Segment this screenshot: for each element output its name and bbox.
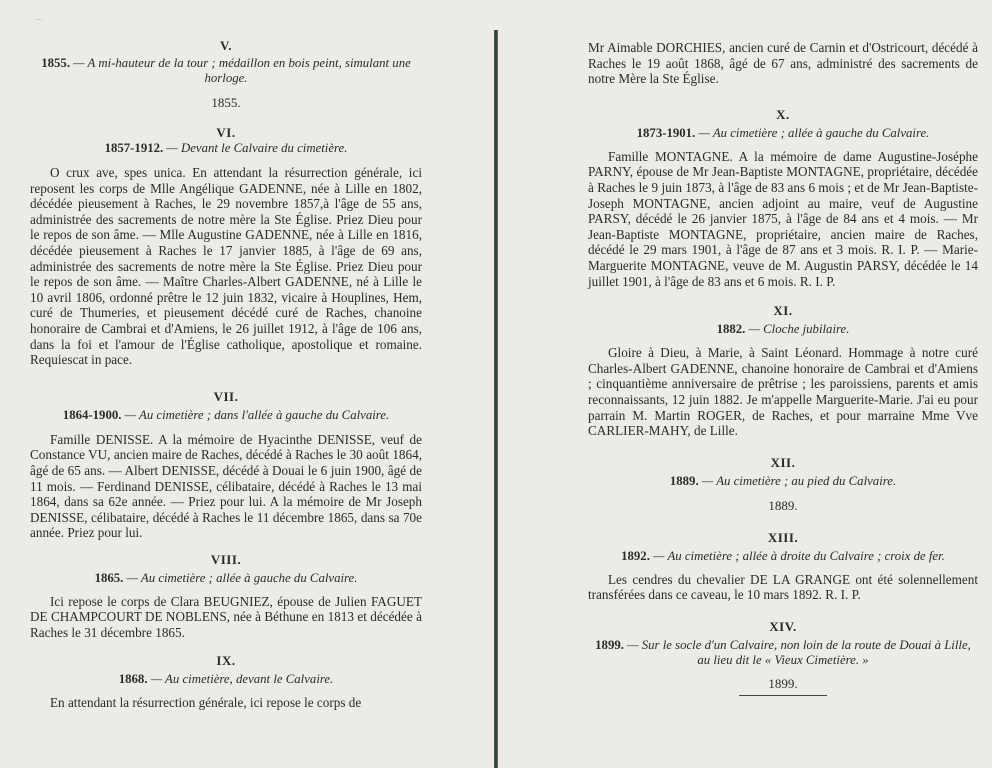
continued-text: Mr Aimable DORCHIES, ancien curé de Carnin et d'Ostricourt, décédé à Raches le 19 août 1868, âgé de 67 ans, administré des sacrements de notre Mère la Ste Église. xyxy=(588,40,978,87)
section-heading: 1899. — Sur le socle d'un Calvaire, non loin de la route de Douai à Lille, au lieu dit le « Vieux Cimetière. » xyxy=(595,637,971,667)
section-heading: 1864-1900. — Au cimetière ; dans l'allée à gauche du Calvaire. xyxy=(62,407,390,422)
section-body: Famille MONTAGNE. A la mémoire de dame Augustine-Joséphe PARNY, épouse de Mr Jean-Baptiste MONTAGNE, propriétaire, décédée à Raches le 9 juin 1873, à l'âge de 83 ans 6 mois ; et de Mr Jean-Baptiste-Joseph MONTAGNE, ancien adjoint au maire, veuf de Augustine PARSY, décédé le 26 janvier 1875, à l'âge de 84 ans et 4 mois. — Mr Jean-Baptiste MONTAGNE, propriétaire, ancien maire de Raches, décédé le 29 mars 1901, à l'âge de 87 ans et 3 mois. R. I. P. — Marie-Marguerite MONTAGNE, veuve de M. Augustin PARSY, décédée le 14 juillet 1901, à l'âge de 83 ans et 6 mois. R. I. P. xyxy=(588,148,978,289)
section-year: 1855. xyxy=(211,95,241,110)
section-body: En attendant la résurrection générale, ici repose le corps de xyxy=(50,694,362,710)
section-body: O crux ave, spes unica. En attendant la résurrection générale, ici reposent les corps de Mlle Angélique GADENNE, née à Lille en 1802, décédée pieusement à Raches, le 29 novembre 1857,à l'âge de 55 ans, administrée des sacrements de notre mère la Ste Église. Priez Dieu pour le repos de son âme. — Mlle Augustine GADENNE, née à Lille en 1816, décédée pieusement à Raches le 17 janvier 1885, à l'âge de 69 ans, administrée des sacrements de notre mère la Ste Église. Priez Dieu pour le repos de son âme. — Maître Charles-Albert GADENNE, né à Lille le 10 avril 1806, ordonné prêtre le 12 juin 1832, vicaire à Houplines, Hem, curé de Thumeries, et pieusement décédé curé de Raches, chanoine honoraire de Cambrai et d'Amiens, le 26 juillet 1912, à l'âge de 106 ans, dans la foi et l'amour de l'Église catholique, apostolique et romaine. Requiescat in pace. xyxy=(30,165,422,368)
section-heading: 1855. — A mi-hauteur de la tour ; médaillon en bois peint, simulant une horloge. xyxy=(41,56,411,85)
section-heading: 1882. — Cloche jubilaire. xyxy=(716,322,850,337)
book-gutter xyxy=(494,30,498,768)
section-body: Famille DENISSE. A la mémoire de Hyacinthe DENISSE, veuf de Constance VU, ancien maire de Raches, décédé à Raches le 30 août 1864, âgé de 65 ans. — Albert DENISSE, décédé à Douai le 6 juin 1900, âgé de 11 mois. — Ferdinand DENISSE, célibataire, décédé à Raches le 13 mai 1864, dans sa 62e année. — Priez pour lui. A la mémoire de Mr Joseph DENISSE, célibataire, décédé à Raches le 11 décembre 1865, dans sa 70e année. Priez pour lui. xyxy=(30,431,422,541)
section-number: XIV. xyxy=(769,618,797,634)
page-mark: ... xyxy=(36,12,43,22)
section-heading: 1857-1912. — Devant le Calvaire du cimetière. xyxy=(104,141,348,155)
section-year: 1889. xyxy=(768,497,798,513)
closing-rule xyxy=(739,695,827,696)
section-year: 1899. xyxy=(768,675,798,691)
section-number: VI. xyxy=(216,125,236,140)
section-heading: 1889. — Au cimetière ; au pied du Calvaire. xyxy=(669,473,897,488)
section-number: IX. xyxy=(216,652,236,668)
section-body: Gloire à Dieu, à Marie, à Saint Léonard. Hommage à notre curé Charles-Albert GADENNE, chanoine honoraire de Cambrai et d'Amiens ; cinquantième anniversaire de prêtrise ; les paroissiens, parents et amis reconnaissants, 12 juin 1882. Je m'appelle Marguerite-Marie. J'ai eu pour parrain M. Martin ROGER, de Raches, et pour marraine Mme Vve CARLIER-MAHY, de Lille. xyxy=(588,345,978,439)
section-number: XIII. xyxy=(767,529,799,545)
section-number: XII. xyxy=(770,454,796,470)
section-number: X. xyxy=(776,106,790,122)
section-heading: 1865. — Au cimetière ; allée à gauche du Calvaire. xyxy=(94,570,358,585)
section-heading: 1892. — Au cimetière ; allée à droite du Calvaire ; croix de fer. xyxy=(621,548,945,563)
right-page xyxy=(500,0,992,768)
section-number: VIII. xyxy=(210,551,242,567)
section-number: XI. xyxy=(773,303,793,319)
section-body: Les cendres du chevalier DE LA GRANGE ont été solennellement transférées dans ce caveau, le 10 mars 1892. R. I. P. xyxy=(588,571,978,603)
section-heading: 1873-1901. — Au cimetière ; allée à gauche du Calvaire. xyxy=(636,125,930,140)
section-body: Ici repose le corps de Clara BEUGNIEZ, épouse de Julien FAGUET DE CHAMPCOURT DE NOBLENS, née à Béthune en 1813 et décédée à Raches le 31 décembre 1865. xyxy=(30,593,422,641)
section-number: VII. xyxy=(213,388,239,404)
section-heading: 1868. — Au cimetière, devant le Calvaire. xyxy=(118,671,334,686)
section-number: V. xyxy=(220,38,232,53)
